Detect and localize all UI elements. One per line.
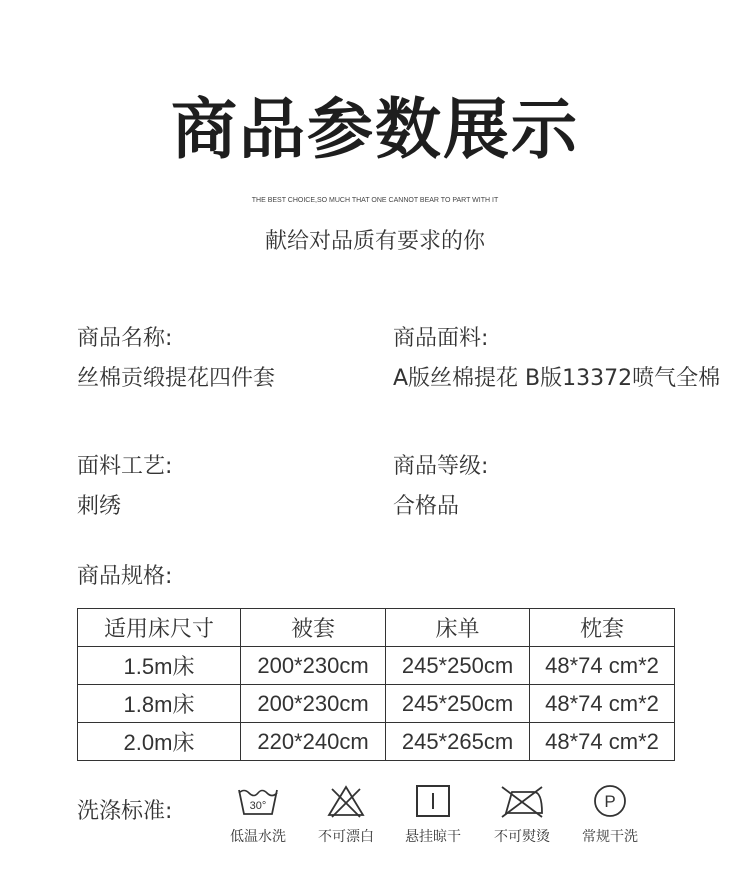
table-row [78,685,675,723]
header-bed-sheet: 床单 [386,609,530,647]
svg-text:P: P [604,792,616,811]
header-pillowcase: 枕套 [530,609,675,647]
fabric-value: A版丝棉提花 B版13372喷气全棉 [393,366,721,391]
spec-label: 商品规格: [77,564,173,589]
spec-header-row [78,609,675,647]
page-subtitle: 献给对品质有要求的你 [264,229,485,254]
no-iron-icon [498,784,546,818]
table-cell: 48*74 cm*2 [530,685,675,723]
table-cell: 48*74 cm*2 [530,647,675,685]
care-text: 不可熨烫 [494,829,550,845]
table-cell: 200*230cm [241,685,386,723]
craft-value: 刺绣 [77,494,122,519]
no-bleach-icon [324,784,368,818]
care-item-hang-dry [388,784,478,846]
page-title: 商品参数展示 [171,91,579,168]
table-cell: 245*250cm [386,685,530,723]
english-tagline: THE BEST CHOICE,SO MUCH THAT ONE CANNOT BEAR TO PART WITH IT [251,197,499,204]
table-cell: 2.0m床 [78,723,241,761]
table-cell: 245*265cm [386,723,530,761]
care-item-no-bleach [301,784,391,846]
care-text: 不可漂白 [318,829,374,845]
craft-label: 面料工艺: [77,454,173,479]
care-text: 常规干洗 [582,829,638,845]
care-item-dry-clean [565,784,655,846]
table-row [78,723,675,761]
care-item-wash [213,784,303,846]
name-label: 商品名称: [77,326,173,351]
header-bed-size: 适用床尺寸 [78,609,241,647]
wash-30-icon [236,784,280,818]
table-cell: 220*240cm [241,723,386,761]
svg-text:30°: 30° [249,800,267,812]
spec-table [77,608,675,761]
care-text: 低温水洗 [230,829,286,845]
table-row [78,647,675,685]
table-cell: 48*74 cm*2 [530,723,675,761]
name-value: 丝棉贡缎提花四件套 [77,366,276,391]
care-label: 洗涤标准: [77,799,173,824]
table-cell: 1.5m床 [78,647,241,685]
table-cell: 200*230cm [241,647,386,685]
fabric-label: 商品面料: [393,326,489,351]
hang-dry-icon [411,784,455,818]
header-duvet-cover: 被套 [241,609,386,647]
table-cell: 1.8m床 [78,685,241,723]
grade-label: 商品等级: [393,454,489,479]
table-cell: 245*250cm [386,647,530,685]
grade-value: 合格品 [393,494,460,519]
care-text: 悬挂晾干 [405,829,461,845]
care-item-no-iron [477,784,567,846]
dry-clean-icon [588,784,632,818]
